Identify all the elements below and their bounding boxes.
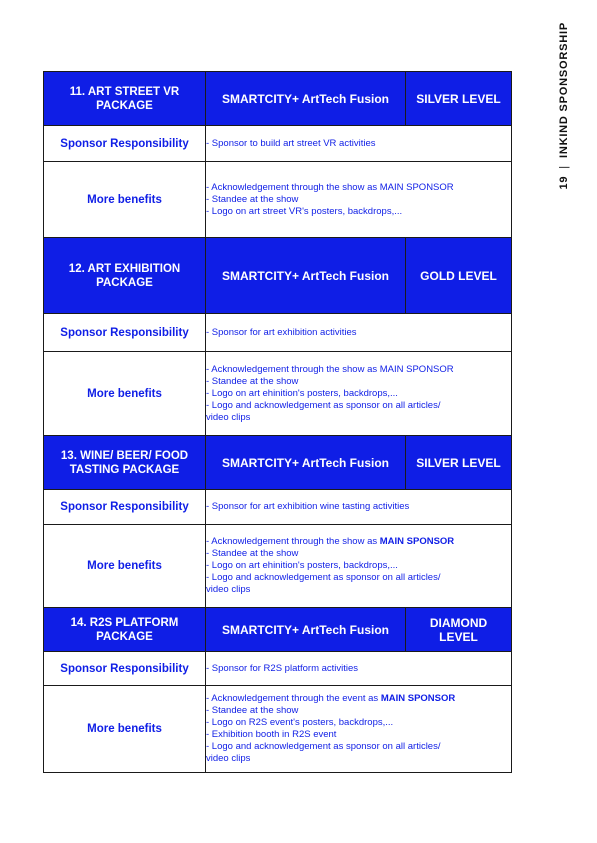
benefits-list (206, 686, 512, 773)
benefit-item: - Logo on art ehinition's posters, backdrops,... (206, 387, 398, 399)
benefits-label: More benefits (44, 352, 206, 436)
benefit-item: - Standee at the show (206, 548, 299, 559)
page-number: 19 (558, 175, 570, 190)
package-name: 13. WINE/ BEER/ FOOD TASTING PACKAGE (44, 436, 206, 490)
responsibility-label: Sponsor Responsibility (44, 314, 206, 352)
responsibility-row (44, 490, 512, 525)
benefit-item: - Logo and acknowledgement as sponsor on all articles/ (206, 399, 441, 411)
side-label (552, 22, 576, 212)
responsibility-text: - Sponsor for R2S platform activities (206, 652, 512, 686)
responsibility-row (44, 126, 512, 162)
benefit-item: video clips (206, 411, 251, 423)
benefits-label: More benefits (44, 525, 206, 608)
benefits-label: More benefits (44, 686, 206, 773)
benefit-item: - Standee at the show (206, 375, 299, 387)
benefits-row (44, 352, 512, 436)
package-level: SILVER LEVEL (406, 72, 512, 126)
benefits-list (206, 352, 512, 436)
package-header-row (44, 238, 512, 314)
benefit-item: - Standee at the show (206, 193, 299, 205)
package-program: SMARTCITY+ ArtTech Fusion (206, 72, 406, 126)
responsibility-label: Sponsor Responsibility (44, 490, 206, 525)
responsibility-text: - Sponsor for art exhibition wine tasting activities (206, 490, 512, 525)
package-header-row (44, 436, 512, 490)
responsibility-row (44, 652, 512, 686)
package-name: 11. ART STREET VR PACKAGE (44, 72, 206, 126)
benefits-row (44, 525, 512, 608)
benefit-item: - Logo and acknowledgement as sponsor on all articles/ (206, 572, 441, 583)
package-level: GOLD LEVEL (406, 238, 512, 314)
benefits-row (44, 686, 512, 773)
package-name: 14. R2S PLATFORM PACKAGE (44, 608, 206, 652)
benefit-item: - Standee at the show (206, 705, 299, 716)
benefit-item: - Acknowledgement through the event as MAIN SPONSOR (206, 693, 456, 704)
benefits-row (44, 162, 512, 238)
benefit-item: - Acknowledgement through the show as MAIN SPONSOR (206, 181, 454, 193)
benefits-list (206, 525, 512, 608)
benefit-item: - Logo on R2S event's posters, backdrops,... (206, 717, 394, 728)
benefit-item: - Logo on art ehinition's posters, backdrops,... (206, 560, 398, 571)
sponsorship-table (43, 71, 512, 773)
package-program: SMARTCITY+ ArtTech Fusion (206, 608, 406, 652)
responsibility-text: - Sponsor to build art street VR activities (206, 126, 512, 162)
benefit-item: video clips (206, 584, 251, 595)
responsibility-row (44, 314, 512, 352)
benefit-item: - Logo and acknowledgement as sponsor on all articles/ (206, 741, 441, 752)
responsibility-label: Sponsor Responsibility (44, 652, 206, 686)
benefit-item: - Logo on art street VR's posters, backdrops,... (206, 205, 403, 217)
package-header-row (44, 72, 512, 126)
package-program: SMARTCITY+ ArtTech Fusion (206, 238, 406, 314)
package-header-row (44, 608, 512, 652)
package-level: SILVER LEVEL (406, 436, 512, 490)
responsibility-label: Sponsor Responsibility (44, 126, 206, 162)
benefit-item: - Acknowledgement through the show as MAIN SPONSOR (206, 363, 454, 375)
benefit-item: - Exhibition booth in R2S event (206, 729, 337, 740)
benefit-item: video clips (206, 753, 251, 764)
package-level: DIAMOND LEVEL (406, 608, 512, 652)
benefits-list (206, 162, 512, 238)
package-name: 12. ART EXHIBITION PACKAGE (44, 238, 206, 314)
benefit-item: - Acknowledgement through the show as MAIN SPONSOR (206, 536, 455, 547)
package-program: SMARTCITY+ ArtTech Fusion (206, 436, 406, 490)
responsibility-text: - Sponsor for art exhibition activities (206, 314, 512, 352)
side-separator: | (558, 165, 570, 169)
section-title: INKIND SPONSORSHIP (558, 22, 570, 159)
benefits-label: More benefits (44, 162, 206, 238)
